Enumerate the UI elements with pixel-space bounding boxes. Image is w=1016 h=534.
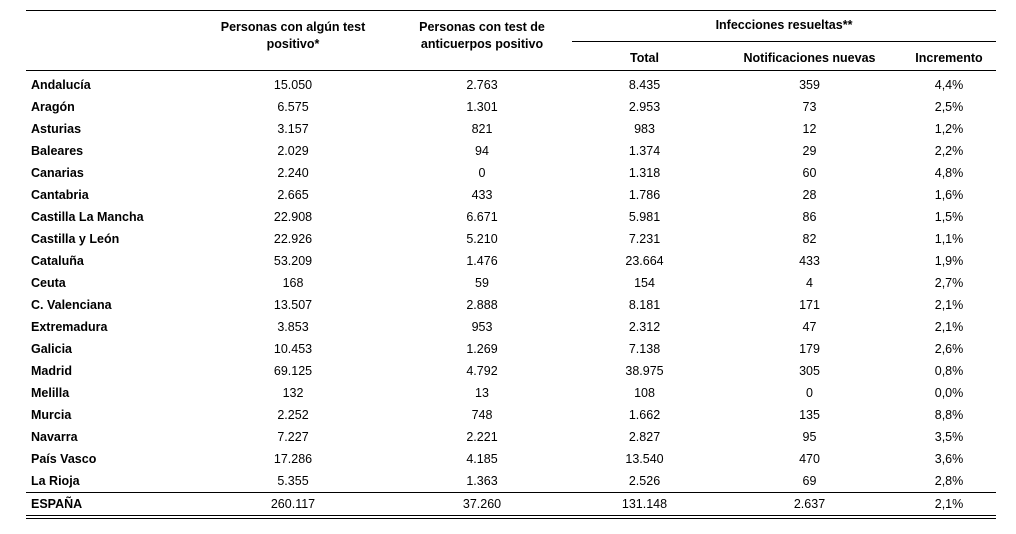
cell-antibody: 59 bbox=[475, 276, 489, 290]
cell-total: 2.827 bbox=[628, 430, 661, 444]
cell-antibody: 748 bbox=[471, 408, 493, 422]
total-cell-total: 131.148 bbox=[572, 493, 717, 516]
cell-positive: 2.665 bbox=[277, 188, 309, 202]
cell-positive: 3.853 bbox=[277, 320, 309, 334]
cell-new: 4 bbox=[806, 276, 813, 290]
total-cell-region: ESPAÑA bbox=[26, 493, 194, 516]
cell-region: Extremadura bbox=[31, 320, 108, 334]
cell-total: 2.526 bbox=[628, 474, 661, 488]
table-row bbox=[26, 426, 996, 448]
cell-positive: 22.908 bbox=[273, 210, 313, 224]
cell-positive: 22.926 bbox=[273, 232, 313, 246]
cell-total: 5.981 bbox=[628, 210, 661, 224]
cell-antibody: 5.210 bbox=[466, 232, 498, 246]
table-row bbox=[26, 71, 996, 97]
table-row bbox=[26, 470, 996, 493]
cell-total: 983 bbox=[634, 122, 655, 136]
header-resolved-infections: Infecciones resueltas** bbox=[572, 11, 996, 42]
table-row bbox=[26, 96, 996, 118]
cell-new: 73 bbox=[802, 100, 817, 114]
table-row bbox=[26, 228, 996, 250]
cell-positive: 69.125 bbox=[273, 364, 313, 378]
cell-positive: 10.453 bbox=[273, 342, 313, 356]
cell-region: Cantabria bbox=[31, 188, 89, 202]
cell-antibody: 2.888 bbox=[466, 298, 498, 312]
cell-new: 470 bbox=[799, 452, 820, 466]
cell-antibody: 953 bbox=[471, 320, 493, 334]
table-total-row bbox=[26, 493, 996, 516]
header-antibody-test: Personas con test de anticuerpos positivo bbox=[419, 20, 545, 51]
total-cell-increase: 2,1% bbox=[902, 493, 996, 516]
cell-new: 135 bbox=[799, 408, 820, 422]
total-cell-positive: 260.117 bbox=[194, 493, 392, 516]
cell-total: 8.181 bbox=[628, 298, 661, 312]
cell-new: 69 bbox=[802, 474, 817, 488]
cell-increase: 2,7% bbox=[934, 276, 964, 290]
cell-region: Madrid bbox=[31, 364, 72, 378]
cell-new: 171 bbox=[799, 298, 820, 312]
cell-new: 359 bbox=[799, 78, 820, 92]
cell-increase: 4,8% bbox=[934, 166, 964, 180]
cell-increase: 1,2% bbox=[934, 122, 964, 136]
cell-positive: 7.227 bbox=[277, 430, 309, 444]
cell-positive: 15.050 bbox=[273, 78, 313, 92]
cell-positive: 13.507 bbox=[273, 298, 313, 312]
cell-new: 179 bbox=[799, 342, 820, 356]
cell-region: Melilla bbox=[31, 386, 70, 400]
cell-total: 7.231 bbox=[628, 232, 661, 246]
table-row bbox=[26, 404, 996, 426]
cell-new: 47 bbox=[802, 320, 817, 334]
cell-region: Murcia bbox=[31, 408, 72, 422]
cell-increase: 2,5% bbox=[934, 100, 964, 114]
cell-region: Ceuta bbox=[31, 276, 66, 290]
table-row bbox=[26, 382, 996, 404]
covid-region-table-container bbox=[26, 10, 996, 519]
table-bottom-rule bbox=[26, 515, 996, 519]
cell-increase: 0,0% bbox=[934, 386, 964, 400]
cell-antibody: 1.476 bbox=[466, 254, 498, 268]
cell-increase: 0,8% bbox=[934, 364, 964, 378]
cell-total: 23.664 bbox=[625, 254, 664, 268]
cell-antibody: 6.671 bbox=[466, 210, 498, 224]
cell-new: 305 bbox=[799, 364, 820, 378]
cell-region: Canarias bbox=[31, 166, 84, 180]
table-row bbox=[26, 140, 996, 162]
cell-region: País Vasco bbox=[31, 452, 97, 466]
cell-total: 2.953 bbox=[628, 100, 661, 114]
cell-increase: 3,6% bbox=[934, 452, 964, 466]
cell-positive: 168 bbox=[282, 276, 304, 290]
cell-region: Navarra bbox=[31, 430, 78, 444]
cell-increase: 1,9% bbox=[934, 254, 964, 268]
cell-positive: 2.029 bbox=[277, 144, 309, 158]
cell-positive: 17.286 bbox=[273, 452, 313, 466]
cell-total: 13.540 bbox=[625, 452, 664, 466]
cell-total: 7.138 bbox=[628, 342, 661, 356]
cell-positive: 2.240 bbox=[277, 166, 309, 180]
header-total: Total bbox=[630, 51, 659, 65]
cell-antibody: 94 bbox=[475, 144, 489, 158]
cell-region: Galicia bbox=[31, 342, 72, 356]
cell-increase: 3,5% bbox=[934, 430, 964, 444]
cell-increase: 2,2% bbox=[934, 144, 964, 158]
cell-antibody: 1.301 bbox=[466, 100, 498, 114]
cell-positive: 6.575 bbox=[277, 100, 309, 114]
table-row bbox=[26, 338, 996, 360]
cell-total: 1.318 bbox=[628, 166, 661, 180]
cell-region: Castilla y León bbox=[31, 232, 120, 246]
cell-new: 28 bbox=[802, 188, 817, 202]
cell-total: 1.662 bbox=[628, 408, 661, 422]
cell-antibody: 433 bbox=[471, 188, 493, 202]
cell-region: Castilla La Mancha bbox=[31, 210, 144, 224]
total-cell-antibody: 37.260 bbox=[392, 493, 572, 516]
table-row bbox=[26, 206, 996, 228]
table-header bbox=[26, 11, 996, 71]
covid-region-table bbox=[26, 10, 996, 515]
cell-antibody: 821 bbox=[471, 122, 493, 136]
table-row bbox=[26, 360, 996, 382]
cell-region: Cataluña bbox=[31, 254, 84, 268]
cell-new: 29 bbox=[802, 144, 817, 158]
cell-total: 154 bbox=[634, 276, 655, 290]
cell-antibody: 1.269 bbox=[466, 342, 498, 356]
table-row bbox=[26, 294, 996, 316]
cell-total: 8.435 bbox=[628, 78, 661, 92]
cell-region: Asturias bbox=[31, 122, 82, 136]
header-positive-test: Personas con algún test positivo* bbox=[220, 20, 366, 51]
cell-positive: 53.209 bbox=[273, 254, 313, 268]
cell-increase: 8,8% bbox=[934, 408, 964, 422]
cell-increase: 2,6% bbox=[934, 342, 964, 356]
total-cell-new: 2.637 bbox=[717, 493, 902, 516]
cell-increase: 1,5% bbox=[934, 210, 964, 224]
cell-antibody: 13 bbox=[475, 386, 489, 400]
cell-increase: 2,1% bbox=[934, 298, 964, 312]
cell-increase: 1,1% bbox=[934, 232, 964, 246]
table-row bbox=[26, 448, 996, 470]
table-body bbox=[26, 71, 996, 516]
cell-increase: 2,1% bbox=[934, 320, 964, 334]
cell-positive: 132 bbox=[282, 386, 304, 400]
table-row bbox=[26, 184, 996, 206]
header-new-notifications: Notificaciones nuevas bbox=[743, 51, 876, 65]
cell-antibody: 4.185 bbox=[466, 452, 498, 466]
table-row bbox=[26, 162, 996, 184]
cell-region: Andalucía bbox=[31, 78, 91, 92]
cell-region: La Rioja bbox=[31, 474, 80, 488]
cell-total: 2.312 bbox=[628, 320, 661, 334]
cell-region: Baleares bbox=[31, 144, 84, 158]
table-row bbox=[26, 250, 996, 272]
cell-total: 1.374 bbox=[628, 144, 661, 158]
table-row bbox=[26, 272, 996, 294]
cell-positive: 3.157 bbox=[277, 122, 309, 136]
cell-new: 12 bbox=[802, 122, 817, 136]
table-row bbox=[26, 118, 996, 140]
cell-antibody: 1.363 bbox=[466, 474, 498, 488]
cell-total: 108 bbox=[634, 386, 655, 400]
cell-new: 86 bbox=[802, 210, 817, 224]
cell-region: Aragón bbox=[31, 100, 75, 114]
cell-total: 38.975 bbox=[625, 364, 664, 378]
cell-positive: 5.355 bbox=[277, 474, 309, 488]
cell-increase: 2,8% bbox=[934, 474, 964, 488]
cell-increase: 1,6% bbox=[934, 188, 964, 202]
cell-positive: 2.252 bbox=[277, 408, 309, 422]
cell-new: 0 bbox=[806, 386, 813, 400]
cell-new: 433 bbox=[799, 254, 820, 268]
cell-antibody: 2.763 bbox=[466, 78, 498, 92]
header-increase: Incremento bbox=[915, 51, 983, 65]
cell-new: 60 bbox=[802, 166, 817, 180]
cell-region: C. Valenciana bbox=[31, 298, 112, 312]
table-row bbox=[26, 316, 996, 338]
cell-antibody: 4.792 bbox=[466, 364, 498, 378]
cell-increase: 4,4% bbox=[934, 78, 964, 92]
cell-antibody: 2.221 bbox=[466, 430, 498, 444]
cell-total: 1.786 bbox=[628, 188, 661, 202]
cell-new: 82 bbox=[802, 232, 817, 246]
cell-antibody: 0 bbox=[478, 166, 486, 180]
cell-new: 95 bbox=[802, 430, 817, 444]
header-region-empty bbox=[26, 11, 194, 71]
